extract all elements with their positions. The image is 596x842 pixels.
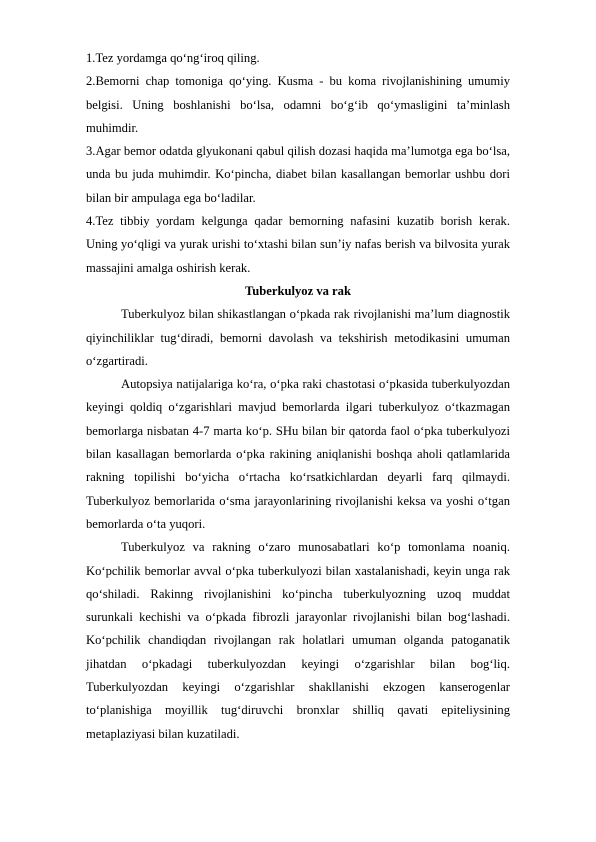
list-item: 1.Tez yordamga qo‘ng‘iroq qiling. xyxy=(86,51,260,65)
list-item: 3.Agar bemor odatda glyukonani qabul qilish dozasi haqida ma’lumotga ega bo‘lsa, unda bu juda muhimdir. Ko‘pincha, diabet bilan kasallangan bemorlar ushbu dori bilan bir ampulaga ega bo‘ladilar. xyxy=(86,144,510,205)
list-item: 4.Tez tibbiy yordam kelgunga qadar bemorning nafasini kuzatib borish kerak. Uning yo‘qligi va yurak urishi to‘xtashi bilan sun’iy nafas berish va bilvosita yurak massajini amalga oshirish kerak. xyxy=(86,214,510,275)
body-paragraph: Autopsiya natijalariga ko‘ra, o‘pka raki chastotasi o‘pkasida tuberkulyozdan keyingi qoldiq o‘zgarishlari mavjud bemorlarda ilgari tuberkulyoz o‘tkazmagan bemorlarga nisbatan 4-7 marta ko‘p. SHu bilan bir qatorda faol o‘pka tuberkulyozi bilan kasallagan bemorlarda o‘pka rakining aniqlanishi boshqa aholi qatlamlarida rakning topilishi bo‘yicha o‘rtacha ko‘rsatkichlardan deyarli farq qilmaydi. Tuberkulyoz bemorlarida o‘sma jarayonlarining rivojlanishi keksa va yoshi o‘tgan bemorlarda o‘ta yuqori. xyxy=(86,377,510,531)
list-item: 2.Bemorni chap tomoniga qo‘ying. Kusma - bu koma rivojlanishining umumiy belgisi. Uning boshlanishi bo‘lsa, odamni bo‘g‘ib qo‘ymasligini ta’minlash muhimdir. xyxy=(86,74,510,135)
body-paragraph: Tuberkulyoz bilan shikastlangan o‘pkada rak rivojlanishi ma’lum diagnostik qiyinchiliklar tug‘diradi, bemorni davolash va tekshirish metodikasini umuman o‘zgartiradi. xyxy=(86,307,510,368)
section-title: Tuberkulyoz va rak xyxy=(245,283,351,298)
body-paragraph: Tuberkulyoz va rakning o‘zaro munosabatlari ko‘p tomonlama noaniq. Ko‘pchilik bemorlar avval o‘pka tuberkulyozi bilan xastalanishadi, keyin unga rak qo‘shiladi. Rakinng rivojlanishini ko‘pincha tuberkulyozning uzoq muddat surunkali kechishi va o‘pkada fibrozli jarayonlar rivojlanishi bilan bog‘lashadi. Ko‘pchilik chandiqdan rivojlangan rak holatlari umuman olganda patoganatik jihatdan o‘pkadagi tuberkulyozdan keyingi o‘zgarishlar bilan bog‘liq. Tuberkulyozdan keyingi o‘zgarishlar shakllanishi ekzogen kanserogenlar to‘planishiga moyillik tug‘diruvchi bronxlar shilliq qavati epiteliysining metaplaziyasi bilan kuzatiladi. xyxy=(86,540,510,741)
document-page xyxy=(86,47,510,746)
